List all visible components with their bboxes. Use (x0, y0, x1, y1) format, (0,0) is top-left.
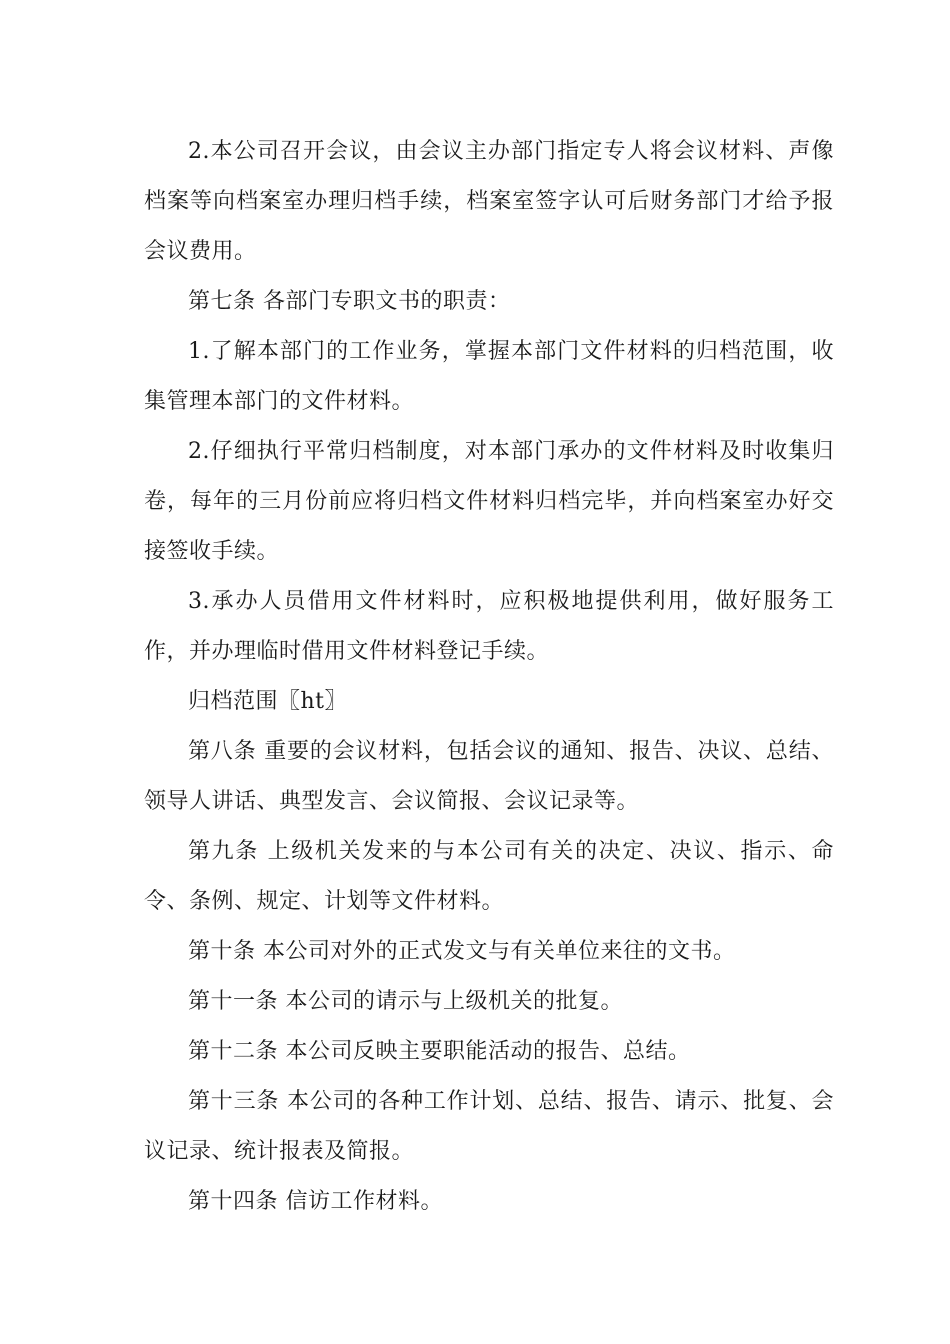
paragraph-article-7: 第七条 各部门专职文书的职责： (188, 289, 511, 314)
paragraph-article-10: 第十条 本公司对外的正式发文与有关单位来往的文书。 (188, 939, 736, 964)
section-heading-archiving-scope: 归档范围〖ht〗 (188, 689, 348, 714)
document-body (144, 127, 834, 1227)
paragraph-article-14: 第十四条 信访工作材料。 (188, 1189, 443, 1214)
paragraph-duty-1: 1.了解本部门的工作业务，掌握本部门文件材料的归档范围，收集管理本部门的文件材料。 (144, 339, 834, 414)
paragraph-duty-3: 3.承办人员借用文件材料时，应积极地提供利用，做好服务工作，并办理临时借用文件材料登记手续。 (144, 589, 834, 664)
paragraph-article-12: 第十二条 本公司反映主要职能活动的报告、总结。 (188, 1039, 691, 1064)
paragraph-article-11: 第十一条 本公司的请示与上级机关的批复。 (188, 989, 623, 1014)
paragraph-article-13: 第十三条 本公司的各种工作计划、总结、报告、请示、批复、会议记录、统计报表及简报。 (144, 1089, 834, 1164)
paragraph-meeting-archiving: 2.本公司召开会议，由会议主办部门指定专人将会议材料、声像档案等向档案室办理归档手续，档案室签字认可后财务部门才给予报会议费用。 (144, 139, 834, 264)
paragraph-article-9: 第九条 上级机关发来的与本公司有关的决定、决议、指示、命令、条例、规定、计划等文件材料。 (144, 839, 834, 914)
paragraph-article-8: 第八条 重要的会议材料，包括会议的通知、报告、决议、总结、领导人讲话、典型发言、会议简报、会议记录等。 (144, 739, 834, 814)
paragraph-duty-2: 2.仔细执行平常归档制度，对本部门承办的文件材料及时收集归卷，每年的三月份前应将归档文件材料归档完毕，并向档案室办好交接签收手续。 (144, 439, 834, 564)
